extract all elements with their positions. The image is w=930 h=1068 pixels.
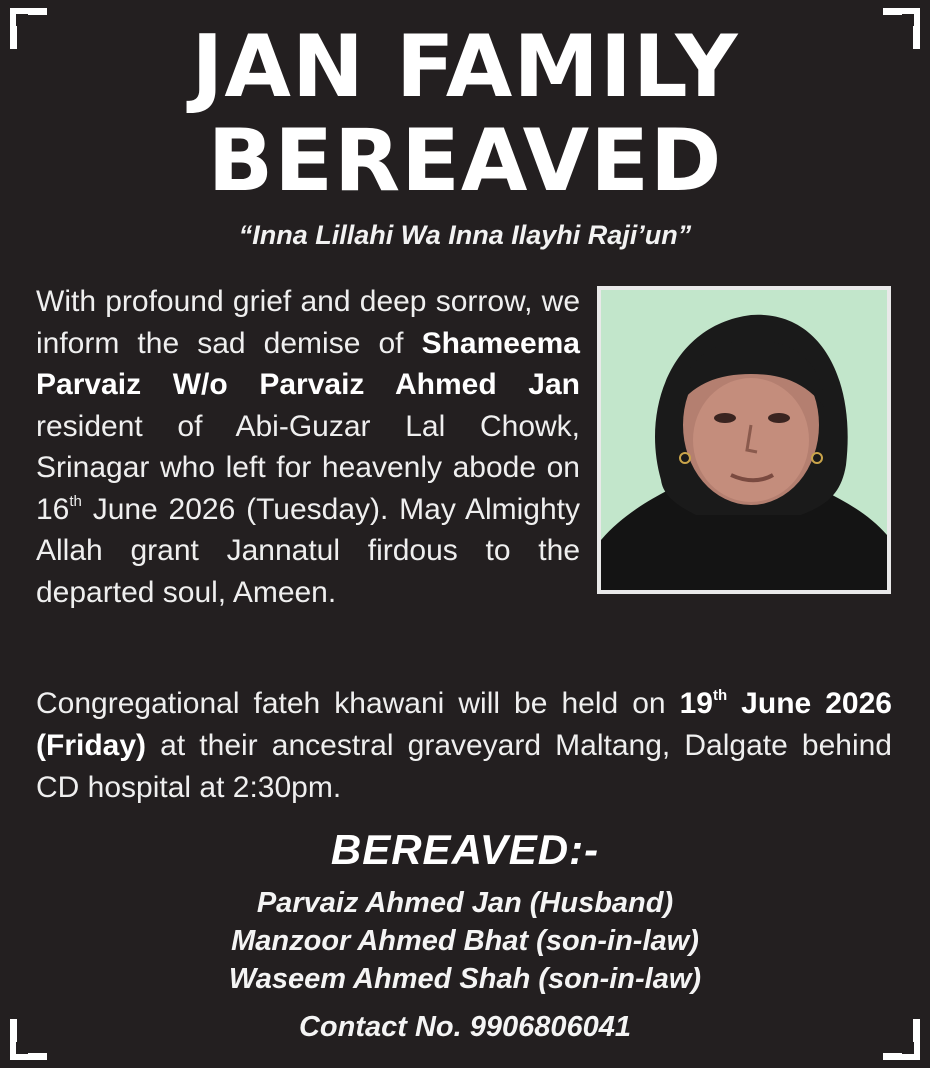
announcement-text-2: resident of Abi-Guzar Lal Chowk, Srinagar who left for heavenly abode on 16 (36, 409, 580, 526)
portrait-illustration (601, 290, 887, 590)
contact-number: Contact No. 9906806041 (298, 1011, 632, 1043)
headline-line-2: BEREAVED (207, 111, 723, 211)
fateh-text-1: Congregational fateh khawani will be held on (36, 687, 680, 720)
fateh-date-day: 19 (679, 687, 713, 720)
fateh-date-rest: June 2026 (Friday) (36, 687, 892, 762)
announcement-text-1: With profound grief and deep sorrow, we inform the sad demise of (36, 285, 580, 360)
fateh-khawani-paragraph (36, 683, 892, 809)
bereaved-name: Parvaiz Ahmed Jan (Husband) (256, 887, 674, 919)
fateh-text-2: at their ancestral graveyard Maltang, Dalgate behind CD hospital at 2:30pm. (36, 729, 892, 804)
deceased-name: Shameema Parvaiz W/o Parvaiz Ahmed Jan (36, 326, 580, 401)
fateh-date-ordinal-suffix: th (712, 687, 728, 704)
bereaved-name: Manzoor Ahmed Bhat (son-in-law) (231, 925, 699, 957)
date-ordinal-suffix: th (69, 492, 82, 510)
bereaved-heading: BEREAVED:- (330, 826, 600, 873)
prayer-quote: “Inna Lillahi Wa Inna Ilayhi Raji’un” (238, 220, 692, 250)
deceased-portrait-photo (597, 286, 891, 594)
headline (0, 17, 930, 211)
headline-line-1: JAN FAMILY (191, 17, 739, 117)
announcement-paragraph (36, 281, 580, 613)
bereaved-name: Waseem Ahmed Shah (son-in-law) (228, 963, 702, 995)
announcement-text-3: June 2026 (Tuesday). May Almighty Allah grant Jannatul firdous to the departed soul, Ameen. (36, 492, 580, 609)
bereaved-list (0, 884, 930, 998)
